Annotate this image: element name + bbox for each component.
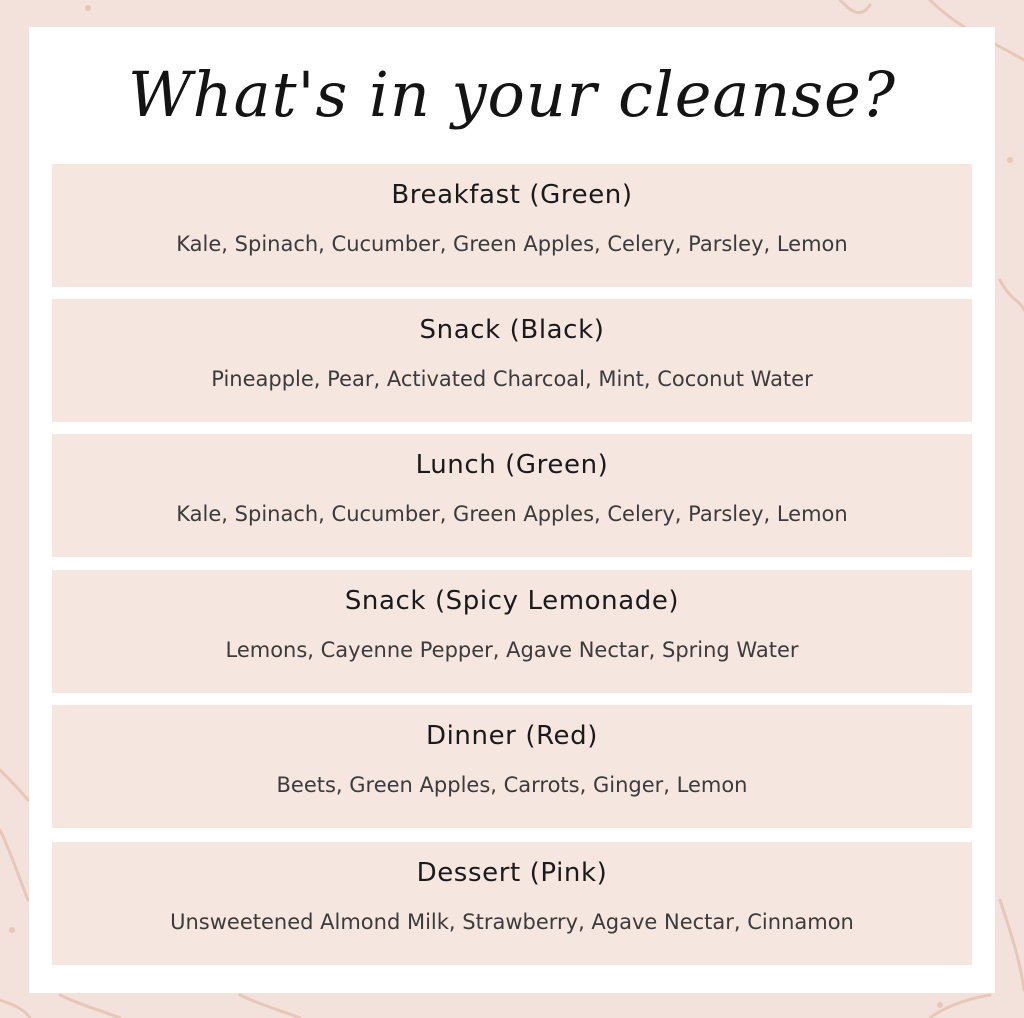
meal-box-lunch [52,434,972,557]
meal-box-dinner [52,705,972,828]
meal-name: Breakfast (Green) [391,180,633,210]
meal-ingredients: Kale, Spinach, Cucumber, Green Apples, Celery, Parsley, Lemon [176,502,848,526]
meal-name: Dessert (Pink) [416,858,608,888]
meal-box-dessert [52,842,972,965]
meal-name: Snack (Spicy Lemonade) [344,586,680,616]
meal-box-snack-black [52,299,972,422]
meal-box-breakfast [52,164,972,287]
meal-ingredients: Beets, Green Apples, Carrots, Ginger, Lemon [276,773,748,797]
cleanse-card [29,27,995,993]
meal-name: Snack (Black) [419,315,605,345]
meal-ingredients: Lemons, Cayenne Pepper, Agave Nectar, Spring Water [225,638,799,662]
page-title: What's in your cleanse? [127,58,897,131]
meal-ingredients: Kale, Spinach, Cucumber, Green Apples, Celery, Parsley, Lemon [176,232,848,256]
meal-name: Lunch (Green) [415,450,609,480]
meal-ingredients: Unsweetened Almond Milk, Strawberry, Agave Nectar, Cinnamon [170,910,854,934]
meal-ingredients: Pineapple, Pear, Activated Charcoal, Mint, Coconut Water [211,367,813,391]
meal-name: Dinner (Red) [425,721,599,751]
meal-box-snack-spicy-lemonade [52,570,972,693]
